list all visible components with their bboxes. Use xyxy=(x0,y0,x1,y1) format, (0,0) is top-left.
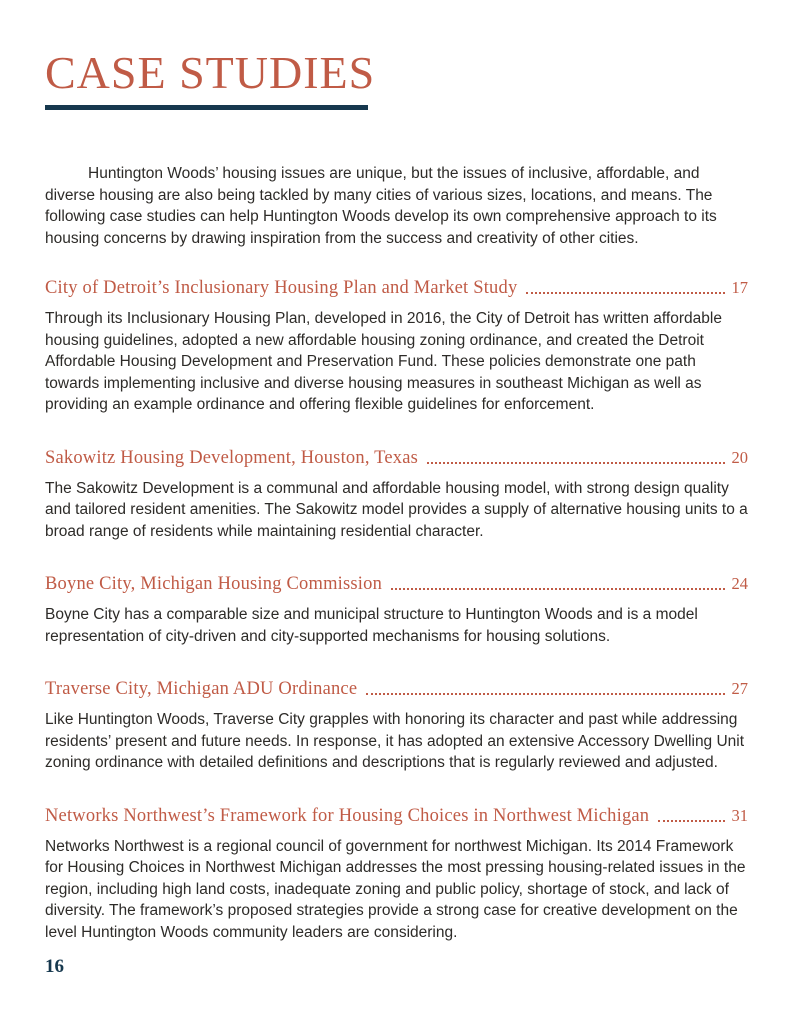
toc-page-number: 27 xyxy=(731,679,748,698)
folio-page-number: 16 xyxy=(45,956,64,977)
case-study-entry-traverse-city xyxy=(45,678,748,774)
entry-description: Through its Inclusionary Housing Plan, developed in 2016, the City of Detroit has written affordable housing guidelines, adopted a new affordable housing zoning ordinance, and created the Detroit Affordable Housing Development and Preservation Fund. These policies demonstrate one path towards implementing inclusive and diverse housing measures in southeast Michigan as well as providing an example ordinance and offering flexible guidelines for enforcement. xyxy=(45,310,722,413)
dotted-leader xyxy=(366,693,724,695)
toc-page-number: 24 xyxy=(731,574,748,593)
toc-row xyxy=(45,805,748,827)
toc-row xyxy=(45,447,748,469)
dotted-leader xyxy=(391,588,724,590)
entry-description: Networks Northwest is a regional council of government for northwest Michigan. Its 2014 Framework for Housing Choices in Northwest Michigan addresses the most pressing housing-related issues in the region, including high land costs, inadequate zoning and public policy, shortage of stock, and lack of diversity. The framework’s proposed strategies provide a strong case for creative development on the level Huntington Woods community leaders are considering. xyxy=(45,837,746,941)
page-header xyxy=(45,47,748,110)
toc-page-number: 20 xyxy=(731,447,748,467)
toc-row xyxy=(45,678,748,700)
toc-entry-title: Traverse City, Michigan ADU Ordinance xyxy=(45,679,358,699)
toc-entry-title: Sakowitz Housing Development, Houston, Texas xyxy=(45,447,419,468)
page-title: CASE STUDIES xyxy=(45,47,376,98)
case-study-entry-networks-northwest xyxy=(45,805,748,944)
case-study-entry-sakowitz xyxy=(45,447,748,543)
toc-entry-title: City of Detroit’s Inclusionary Housing Plan and Market Study xyxy=(45,278,518,298)
intro-paragraph: Huntington Woods’ housing issues are unique, but the issues of inclusive, affordable, and diverse housing are also being tackled by many cities of various sizes, locations, and means. The following case studies can help Huntington Woods develop its own comprehensive approach to its housing concerns by drawing inspiration from the success and creativity of other cities. xyxy=(45,165,717,247)
toc-entry-title: Networks Northwest’s Framework for Housing Choices in Northwest Michigan xyxy=(45,805,650,826)
toc-page-number: 17 xyxy=(731,278,748,297)
case-study-entry-detroit xyxy=(45,277,748,416)
dotted-leader xyxy=(658,820,724,822)
dotted-leader xyxy=(526,292,724,294)
entry-description: Boyne City has a comparable size and municipal structure to Huntington Woods and is a model representation of city-driven and city-supported mechanisms for housing solutions. xyxy=(45,606,698,645)
toc-row xyxy=(45,277,748,299)
case-study-entry-boyne-city xyxy=(45,573,748,647)
title-underline xyxy=(45,105,368,110)
entry-description: The Sakowitz Development is a communal and affordable housing model, with strong design quality and tailored resident amenities. The Sakowitz model provides a supply of alternative housing units to a broad range of residents while maintaining residential character. xyxy=(45,479,748,540)
entry-description: Like Huntington Woods, Traverse City grapples with honoring its character and past while addressing residents’ present and future needs. In response, it has adopted an extensive Accessory Dwelling Unit zoning ordinance with detailed definitions and descriptions that is regularly reviewed and adjusted. xyxy=(45,711,745,771)
toc-row xyxy=(45,573,748,595)
toc-entry-title: Boyne City, Michigan Housing Commission xyxy=(45,574,383,594)
toc-page-number: 31 xyxy=(731,805,748,825)
dotted-leader xyxy=(427,462,724,464)
